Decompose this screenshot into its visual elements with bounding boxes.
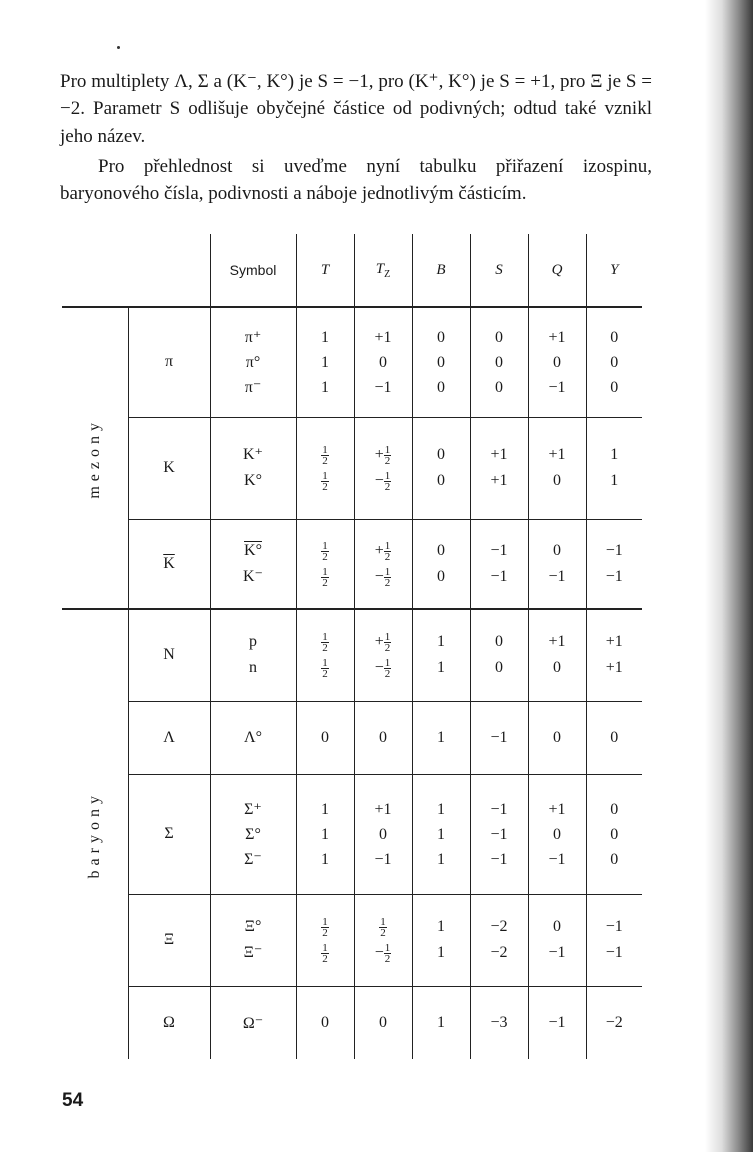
section-mesons	[62, 307, 128, 609]
Q-Kbar: 0 −1	[528, 519, 586, 609]
header-Tz: $T_Z$	[354, 234, 412, 307]
Q-pi: +1 0 −1	[528, 307, 586, 417]
paragraph-1: Pro multiplety Λ, Σ a (K⁻, K°) je S = −1, pro (K⁺, K°) je S = +1, pro Ξ je S = −2. Parametr S odlišuje obyčejné částice od podivných; odtud také vznikl jeho název.	[60, 71, 652, 147]
Y-K: 1 1	[586, 417, 642, 519]
Y-N: +1 +1	[586, 609, 642, 701]
S-Lambda: −1	[470, 701, 528, 774]
S-pi: 0 0 0	[470, 307, 528, 417]
page-edge-shadow	[705, 0, 753, 1152]
section-label-mesons: mezony	[85, 417, 103, 499]
cat-pi: π	[128, 307, 210, 417]
Tz-Lambda: 0	[354, 701, 412, 774]
symbol-Xi: Ξ° Ξ⁻	[210, 894, 296, 986]
Tz-Sigma: +1 0 −1	[354, 774, 412, 894]
B-Lambda: 1	[412, 701, 470, 774]
print-speck	[117, 46, 120, 49]
S-K: +1 +1	[470, 417, 528, 519]
S-Xi: −2 −2	[470, 894, 528, 986]
header-T: T	[296, 234, 354, 307]
row-Kbar	[62, 519, 642, 609]
row-K	[62, 417, 642, 519]
T-K: $\frac{1}{2}$ $\frac{1}{2}$	[296, 417, 354, 519]
Q-K: +1 0	[528, 417, 586, 519]
Y-Sigma: 0 0 0	[586, 774, 642, 894]
B-N: 1 1	[412, 609, 470, 701]
symbol-K: K⁺ K°	[210, 417, 296, 519]
B-Xi: 1 1	[412, 894, 470, 986]
symbol-Omega: Ω⁻	[210, 986, 296, 1059]
Y-Omega: −2	[586, 986, 642, 1059]
header-symbol: Symbol	[210, 234, 296, 307]
symbol-N: p n	[210, 609, 296, 701]
T-N: $\frac{1}{2}$ $\frac{1}{2}$	[296, 609, 354, 701]
row-pi	[62, 307, 642, 417]
header-Q: Q	[528, 234, 586, 307]
cat-K: K	[128, 417, 210, 519]
header-B: B	[412, 234, 470, 307]
cat-Kbar: $\overline{K}$	[128, 519, 210, 609]
Tz-N: + $\frac{1}{2}$ − $\frac{1}{2}$	[354, 609, 412, 701]
header-Y: Y	[586, 234, 642, 307]
symbol-pi: π⁺ π° π⁻	[210, 307, 296, 417]
paragraph-2: Pro přehlednost si uveďme nyní tabulku přiřazení izospinu, baryonového čísla, podivnosti a náboje jednotlivým částicím.	[60, 156, 652, 205]
T-Omega: 0	[296, 986, 354, 1059]
header-row	[62, 234, 642, 307]
row-Omega	[62, 986, 642, 1059]
T-Xi: $\frac{1}{2}$ $\frac{1}{2}$	[296, 894, 354, 986]
symbol-Lambda: Λ°	[210, 701, 296, 774]
cat-Xi: Ξ	[128, 894, 210, 986]
cat-N: N	[128, 609, 210, 701]
page-number: 54	[62, 1090, 84, 1111]
T-Kbar: $\frac{1}{2}$ $\frac{1}{2}$	[296, 519, 354, 609]
S-N: 0 0	[470, 609, 528, 701]
T-pi: 1 1 1	[296, 307, 354, 417]
Y-Xi: −1 −1	[586, 894, 642, 986]
Tz-pi: +1 0 −1	[354, 307, 412, 417]
particle-table	[62, 234, 642, 1059]
S-Omega: −3	[470, 986, 528, 1059]
Y-Lambda: 0	[586, 701, 642, 774]
Tz-K: + $\frac{1}{2}$ − $\frac{1}{2}$	[354, 417, 412, 519]
S-Sigma: −1 −1 −1	[470, 774, 528, 894]
row-N	[62, 609, 642, 701]
T-Sigma: 1 1 1	[296, 774, 354, 894]
symbol-Sigma: Σ⁺ Σ° Σ⁻	[210, 774, 296, 894]
B-K: 0 0	[412, 417, 470, 519]
symbol-Kbar: K° K⁻	[210, 519, 296, 609]
header-S: S	[470, 234, 528, 307]
Q-Sigma: +1 0 −1	[528, 774, 586, 894]
Tz-Xi: $\frac{1}{2}$ − $\frac{1}{2}$	[354, 894, 412, 986]
row-Xi	[62, 894, 642, 986]
B-Omega: 1	[412, 986, 470, 1059]
Q-Xi: 0 −1	[528, 894, 586, 986]
B-Sigma: 1 1 1	[412, 774, 470, 894]
Tz-Omega: 0	[354, 986, 412, 1059]
Q-Omega: −1	[528, 986, 586, 1059]
row-Sigma	[62, 774, 642, 894]
Q-Lambda: 0	[528, 701, 586, 774]
row-Lambda	[62, 701, 642, 774]
Y-pi: 0 0 0	[586, 307, 642, 417]
B-pi: 0 0 0	[412, 307, 470, 417]
Q-N: +1 0	[528, 609, 586, 701]
header-blank	[62, 234, 210, 307]
S-Kbar: −1 −1	[470, 519, 528, 609]
Y-Kbar: −1 −1	[586, 519, 642, 609]
cat-Lambda: Λ	[128, 701, 210, 774]
section-label-baryons: baryony	[85, 790, 103, 879]
T-Lambda: 0	[296, 701, 354, 774]
Tz-Kbar: + $\frac{1}{2}$ − $\frac{1}{2}$	[354, 519, 412, 609]
B-Kbar: 0 0	[412, 519, 470, 609]
cat-Omega: Ω	[128, 986, 210, 1059]
section-baryons	[62, 609, 128, 1059]
cat-Sigma: Σ	[128, 774, 210, 894]
